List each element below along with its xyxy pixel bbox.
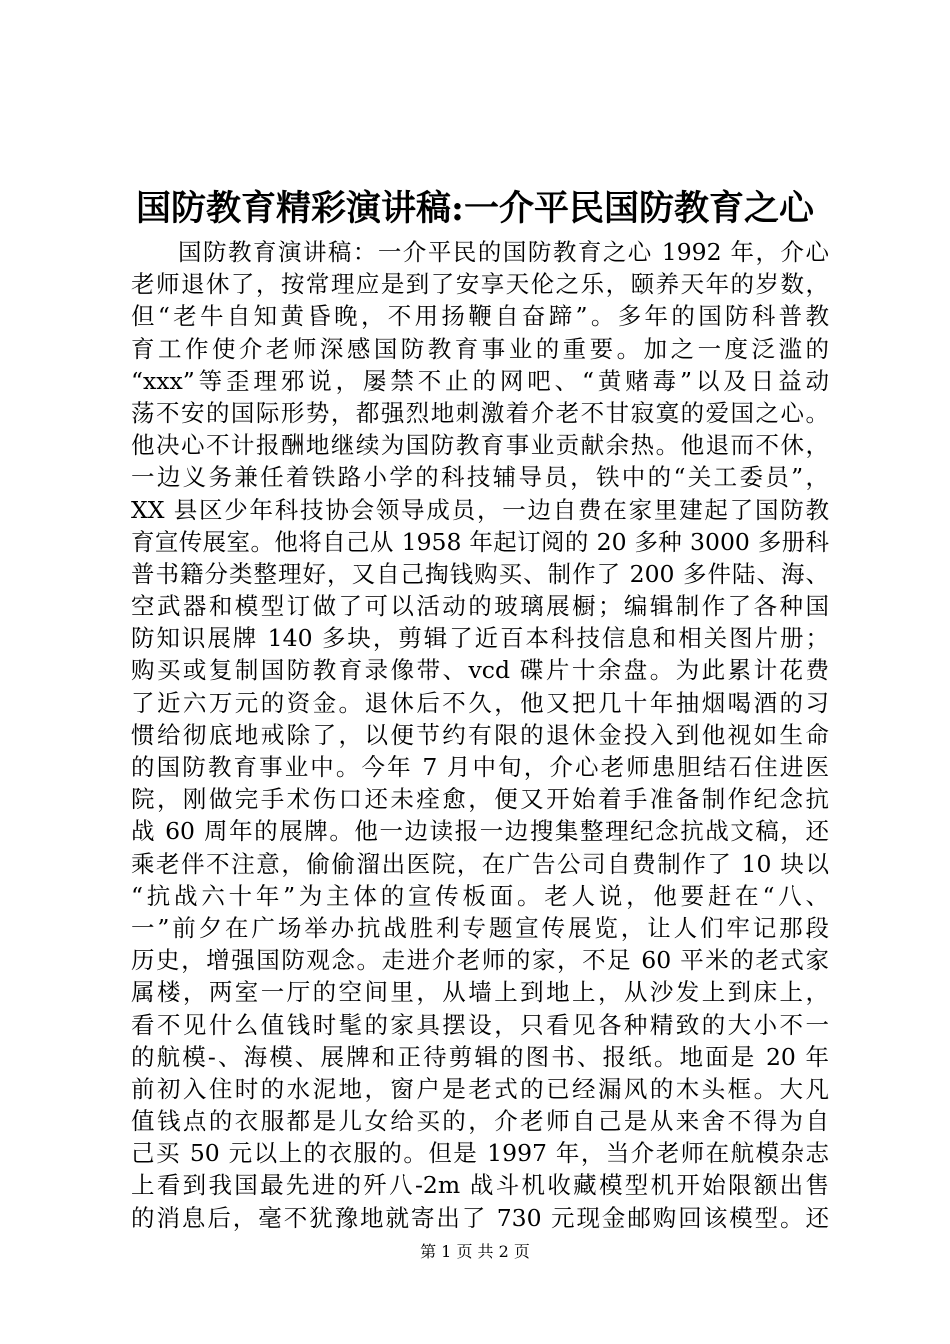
text-line: 普书籍分类整理好，又自己掏钱购买、制作了 200 多件陆、海、 — [131, 559, 829, 588]
text-line: 历史，增强国防观念。走进介老师的家，不足 60 平米的老式家 — [131, 946, 829, 975]
text-line: 上看到我国最先进的歼八-2m 战斗机收藏模型机开始限额出售 — [131, 1171, 829, 1200]
text-line: “抗战六十年”为主体的宣传板面。老人说，他要赶在“八、 — [131, 881, 829, 910]
text-line: 但“老牛自知黄昏晚，不用扬鞭自奋蹄”。多年的国防科普教 — [131, 302, 829, 331]
text-line: 老师退休了，按常理应是到了安享天伦之乐，颐养天年的岁数， — [131, 270, 829, 299]
text-line: 乘老伴不注意，偷偷溜出医院，在广告公司自费制作了 10 块以 — [131, 849, 829, 878]
text-line: XX 县区少年科技协会领导成员，一边自费在家里建起了国防教 — [131, 495, 829, 524]
text-line: 的消息后，毫不犹豫地就寄出了 730 元现金邮购回该模型。还 — [131, 1203, 829, 1232]
text-line: 空武器和模型订做了可以活动的玻璃展橱；编辑制作了各种国 — [131, 592, 829, 621]
text-line: 了近六万元的资金。退休后不久，他又把几十年抽烟喝酒的习 — [131, 688, 829, 717]
text-line: 他决心不计报酬地继续为国防教育事业贡献余热。他退而不休， — [131, 431, 829, 460]
text-line: 防知识展牌 140 多块，剪辑了近百本科技信息和相关图片册； — [131, 624, 829, 653]
text-line: 前初入住时的水泥地，窗户是老式的已经漏风的木头框。大凡 — [131, 1074, 829, 1103]
text-line: 购买或复制国防教育录像带、vcd 碟片十余盘。为此累计花费 — [131, 656, 829, 685]
text-line: 的国防教育事业中。今年 7 月中旬，介心老师患胆结石住进医 — [131, 753, 829, 781]
text-line: 国防教育演讲稿：一介平民的国防教育之心 1992 年，介心 — [178, 238, 829, 266]
page-footer: 第 1 页 共 2 页 — [420, 1242, 530, 1261]
text-line: 的航模-、海模、展牌和正待剪辑的图书、报纸。地面是 20 年 — [131, 1042, 829, 1071]
text-line: 荡不安的国际形势，都强烈地刺激着介老不甘寂寞的爱国之心。 — [131, 398, 829, 427]
text-line: “xxx”等歪理邪说，屡禁不止的网吧、“黄赌毒”以及日益动 — [131, 366, 829, 395]
text-line: 惯给彻底地戒除了，以便节约有限的退休金投入到他视如生命 — [131, 720, 829, 749]
body-paragraph — [131, 236, 829, 1234]
text-line: 己买 50 元以上的衣服的。但是 1997 年，当介老师在航模杂志 — [131, 1139, 829, 1168]
text-line: 战 60 周年的展牌。他一边读报一边搜集整理纪念抗战文稿，还 — [131, 817, 829, 846]
text-line: 院，刚做完手术伤口还未痊愈，便又开始着手准备制作纪念抗 — [131, 785, 829, 814]
text-line: 育工作使介老师深感国防教育事业的重要。加之一度泛滥的 — [131, 334, 829, 363]
text-line: 属楼，两室一厅的空间里，从墙上到地上，从沙发上到床上， — [131, 978, 829, 1007]
text-line: 一边义务兼任着铁路小学的科技辅导员，铁中的“关工委员”， — [131, 463, 829, 492]
text-line: 看不见什么值钱时髦的家具摆设，只看见各种精致的大小不一 — [131, 1010, 829, 1039]
text-line: 育宣传展室。他将自己从 1958 年起订阅的 20 多种 3000 多册科 — [131, 527, 829, 556]
text-line: 一”前夕在广场举办抗战胜利专题宣传展览，让人们牢记那段 — [131, 913, 829, 942]
text-line: 值钱点的衣服都是儿女给买的，介老师自己是从来舍不得为自 — [131, 1107, 829, 1136]
document-title: 国防教育精彩演讲稿:一介平民国防教育之心 — [136, 188, 814, 229]
